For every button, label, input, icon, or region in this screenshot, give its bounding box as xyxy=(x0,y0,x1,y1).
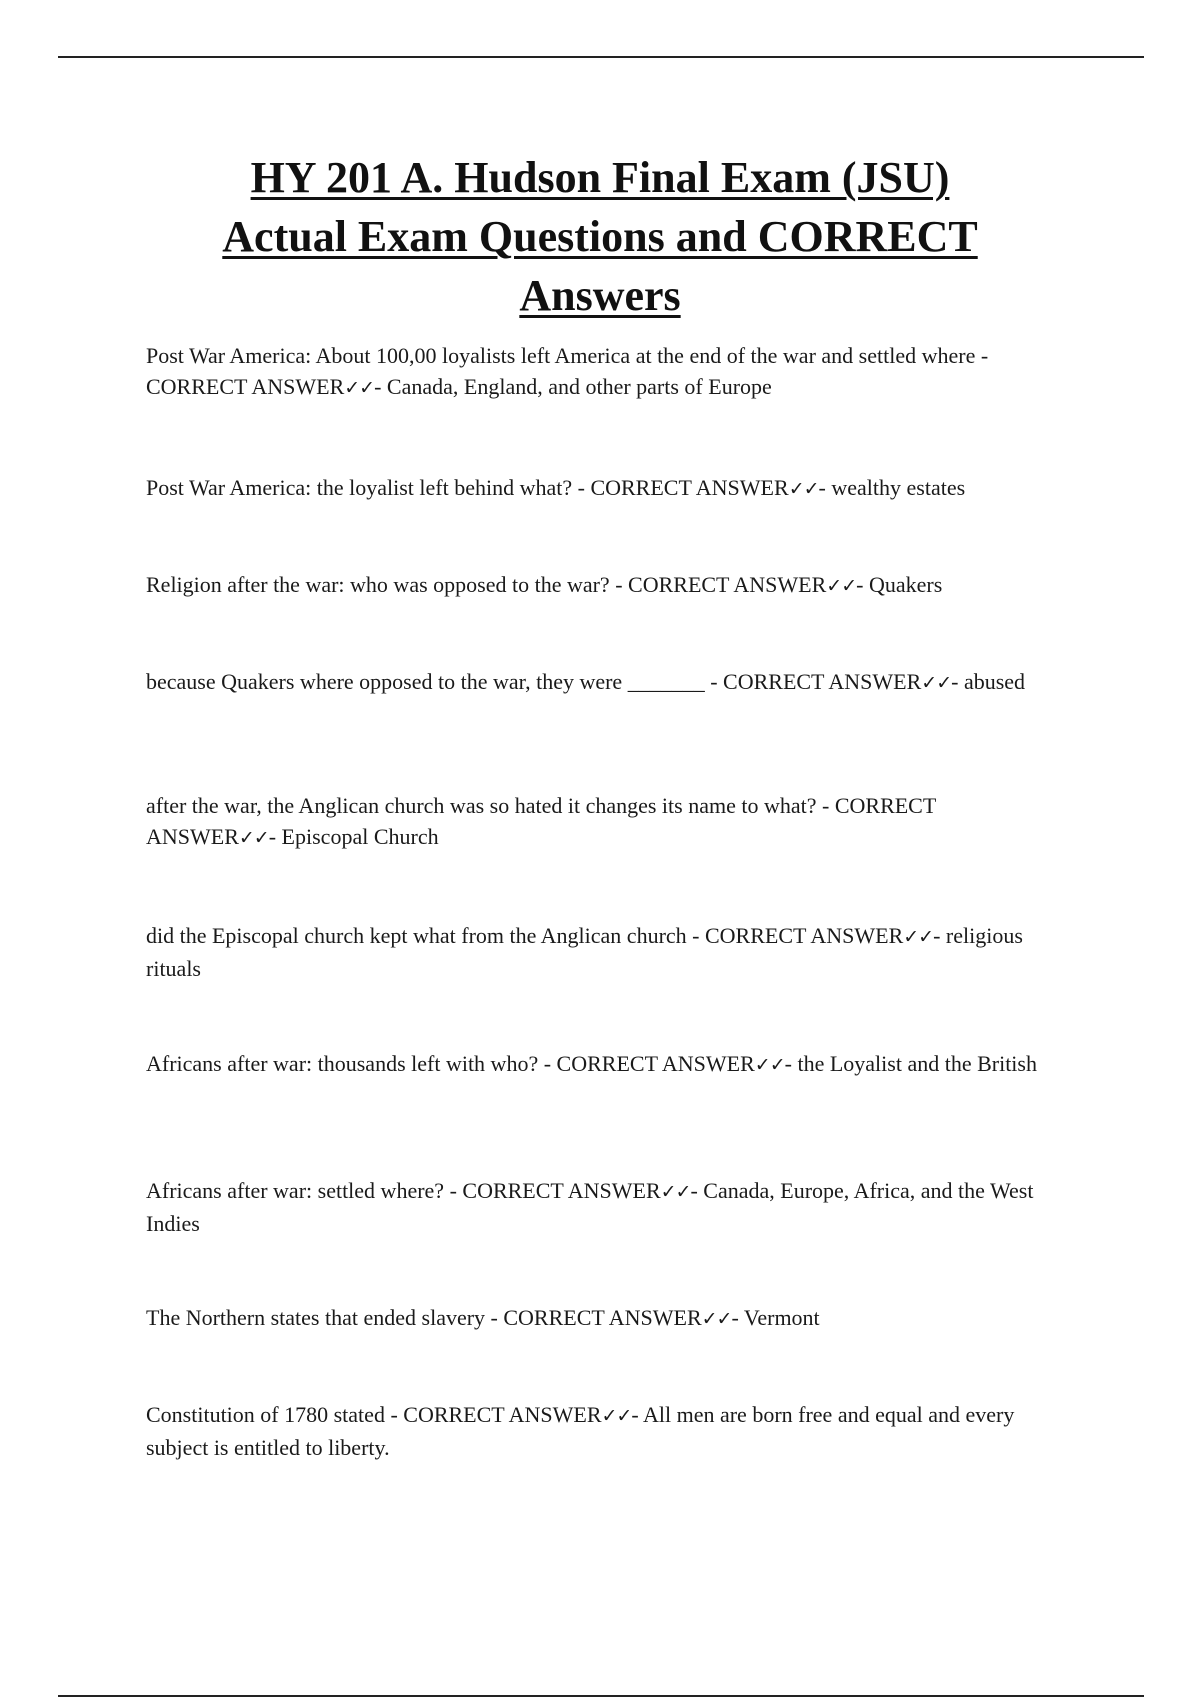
answer-label: CORRECT ANSWER xyxy=(503,1305,702,1330)
qa-item xyxy=(146,790,1066,854)
check-mark-icon: ✓✓ xyxy=(903,926,934,948)
document-title xyxy=(100,148,1100,325)
question-text: Religion after the war: who was opposed to the war? - xyxy=(146,572,629,597)
question-text: after the war, the Anglican church was so hated it changes its name to what? - xyxy=(146,793,835,818)
check-mark-icon: ✓✓ xyxy=(344,377,375,399)
check-mark-icon: ✓✓ xyxy=(826,575,857,597)
check-mark-icon: ✓✓ xyxy=(660,1181,691,1203)
answer-label: CORRECT ANSWER xyxy=(628,572,827,597)
qa-item xyxy=(146,920,1066,984)
question-text: Africans after war: thousands left with who? - xyxy=(146,1051,557,1076)
answer-text: - Vermont xyxy=(731,1305,820,1330)
check-mark-icon: ✓✓ xyxy=(754,1054,785,1076)
question-text: because Quakers where opposed to the war, they were _______ - xyxy=(146,669,724,694)
answer-label: CORRECT ANSWER xyxy=(146,374,345,399)
qa-item xyxy=(146,1399,1066,1463)
answer-text: - Canada, Europe, Africa, and the West Indies xyxy=(146,1178,1034,1236)
check-mark-icon: ✓✓ xyxy=(238,827,269,849)
qa-item xyxy=(146,1048,1066,1081)
answer-text: - All men are born free and equal and every subject is entitled to liberty. xyxy=(146,1402,1015,1460)
qa-item xyxy=(146,569,1066,602)
answer-text: - the Loyalist and the British xyxy=(784,1051,1037,1076)
title-line-3: Answers xyxy=(519,271,681,320)
answer-text: - wealthy estates xyxy=(818,475,966,500)
question-text: The Northern states that ended slavery - xyxy=(146,1305,504,1330)
question-text: Post War America: the loyalist left behind what? - xyxy=(146,475,591,500)
qa-item xyxy=(146,340,1066,404)
qa-item xyxy=(146,1302,1066,1335)
question-text: Post War America: About 100,00 loyalists left America at the end of the war and settled where - xyxy=(146,343,989,368)
question-text: did the Episcopal church kept what from the Anglican church - xyxy=(146,923,705,948)
answer-label: CORRECT ANSWER xyxy=(403,1402,602,1427)
check-mark-icon: ✓✓ xyxy=(701,1308,732,1330)
answer-label: CORRECT ANSWER xyxy=(556,1051,755,1076)
answer-label: CORRECT ANSWER xyxy=(462,1178,661,1203)
answer-text: - Episcopal Church xyxy=(268,824,439,849)
bottom-rule xyxy=(58,1695,1144,1697)
answer-text: - Quakers xyxy=(856,572,943,597)
check-mark-icon: ✓✓ xyxy=(921,672,952,694)
qa-item xyxy=(146,666,1066,699)
answer-label: CORRECT ANSWER xyxy=(146,793,936,849)
qa-item xyxy=(146,472,1066,505)
title-line-1: HY 201 A. Hudson Final Exam (JSU) xyxy=(250,153,950,202)
answer-label: CORRECT ANSWER xyxy=(590,475,789,500)
check-mark-icon: ✓✓ xyxy=(788,478,819,500)
question-text: Constitution of 1780 stated - xyxy=(146,1402,404,1427)
qa-item xyxy=(146,1175,1066,1239)
title-line-2: Actual Exam Questions and CORRECT xyxy=(222,212,978,261)
answer-text: - Canada, England, and other parts of Europe xyxy=(374,374,772,399)
answer-label: CORRECT ANSWER xyxy=(705,923,904,948)
answer-label: CORRECT ANSWER xyxy=(723,669,922,694)
top-rule xyxy=(58,56,1144,58)
question-text: Africans after war: settled where? - xyxy=(146,1178,463,1203)
answer-text: - religious rituals xyxy=(146,923,1023,981)
check-mark-icon: ✓✓ xyxy=(601,1405,632,1427)
answer-text: - abused xyxy=(951,669,1026,694)
